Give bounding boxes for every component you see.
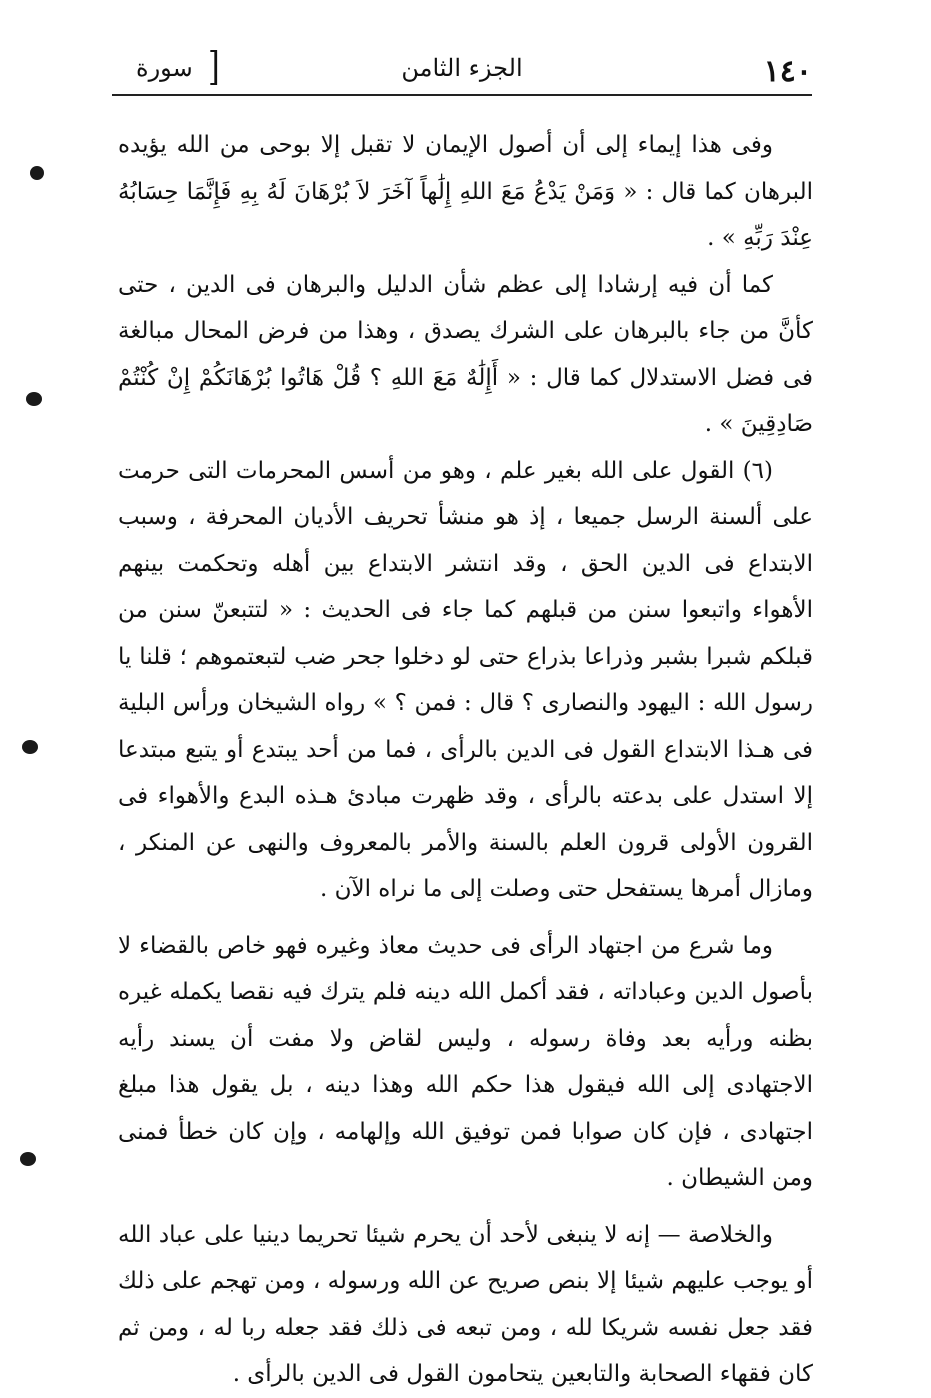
paragraph-5: والخلاصة — إنه لا ينبغى لأحد أن يحرم شيئا تحريما دينيا على عباد الله أو يوجب عليهم شيئا إلا بنص صريح عن الله ورسوله ، ومن تهجم على ذلك فقد جعل نفسه شريكا لله ، ومن تبعه فى ذلك فقد جعله ربا له ، ومن ثم كان فقهاء الصحابة والتابعين يتحامون القول فى الدين بالرأى . — [118, 1221, 813, 1387]
header-rule — [112, 94, 812, 96]
scan-speck — [30, 166, 44, 180]
scan-speck — [20, 1152, 36, 1166]
surah-label: سورة — [136, 54, 193, 82]
paragraph-3: (٦) القول على الله بغير علم ، وهو من أسس المحرمات التى حرمت على ألسنة الرسل جميعا ، إذ هو منشأ تحريف الأديان المحرفة ، وسبب الابتداع فى الدين الحق ، وقد انتشر الابتداع بين أهله وتحكمت بينهم الأهواء واتبعوا سنن من قبلهم كما جاء فى الحديث : « لتتبعنّ سنن من قبلكم شبرا بشبر وذراعا بذراع حتى لو دخلوا جحر ضب لتبعتموهم ؛ قلنا يا رسول الله : اليهود والنصارى ؟ قال : فمن ؟ » رواه الشيخان ورأس البلية فى هـذا الابتداع القول فى الدين بالرأى ، فما من أحد يبتدع أو يتبع مبتدعا إلا استدل على بدعته بالرأى ، وقد ظهرت مبادئ هـذه البدع والأهواء فى القرون الأولى قرون العلم بالسنة والأمر بالمعروف والنهى عن المنكر ، ومازال أمرها يستفحل حتى وصلت إلى ما نراه الآن . — [118, 457, 813, 902]
header-bracket: [ — [208, 44, 220, 91]
page-header — [112, 44, 812, 96]
scan-speck — [22, 740, 38, 754]
paragraph-2: كما أن فيه إرشادا إلى عظم شأن الدليل والبرهان فى الدين ، حتى كأنَّ من جاء بالبرهان على الشرك يصدق ، وهذا من فرض المحال مبالغة فى فضل الاستدلال كما قال : « أَإِلَٰهٌ مَعَ اللهِ ؟ قُلْ هَاتُوا بُرْهَانَكُمْ إِنْ كُنْتُمْ صَادِقِينَ » . — [118, 271, 813, 437]
page-number: ١٤٠ — [763, 54, 812, 89]
body-text — [118, 122, 813, 1398]
scan-speck — [26, 392, 42, 406]
part-title: الجزء الثامن — [401, 54, 523, 82]
paragraph-4: وما شرع من اجتهاد الرأى فى حديث معاذ وغيره فهو خاص بالقضاء لا بأصول الدين وعباداته ، فقد أكمل الله دينه فلم يترك فيه نقصا يكمله غيره بظنه ورأيه بعد وفاة رسوله ، وليس لقاض ولا مفت أن يسند رأيه الاجتهادى إلى الله فيقول هذا حكم الله وهذا دينه ، بل يقول هذا مبلغ اجتهادى ، فإن كان صوابا فمن توفيق الله وإلهامه ، وإن كان خطأ فمنى ومن الشيطان . — [118, 932, 813, 1191]
paragraph-1: وفى هذا إيماء إلى أن أصول الإيمان لا تقبل إلا بوحى من الله يؤيده البرهان كما قال : « وَمَنْ يَدْعُ مَعَ اللهِ إِلَٰهاً آخَرَ لاَ بُرْهَانَ لَهُ بِهِ فَإِنَّمَا حِسَابُهُ عِنْدَ رَبِّهِ » . — [118, 132, 813, 251]
